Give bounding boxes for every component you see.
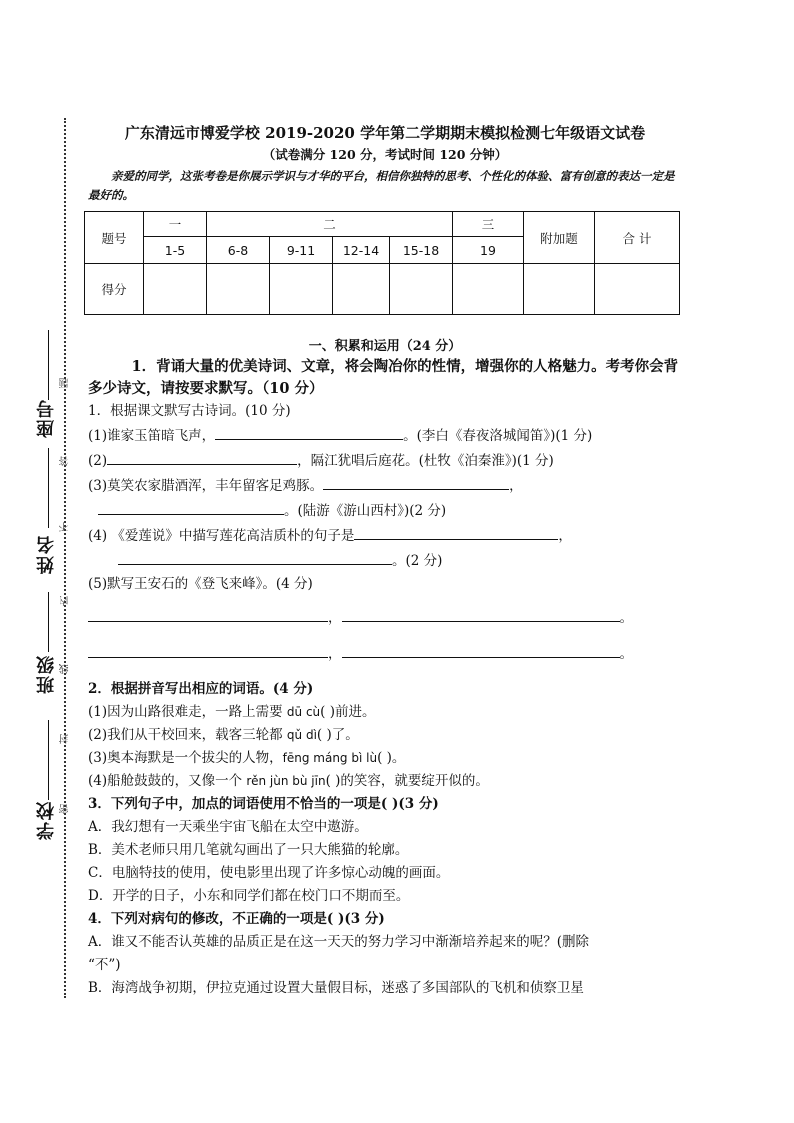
answer-blank[interactable] [215,423,403,440]
range-cell: 19 [453,237,524,264]
poem-line-3-cont [88,498,682,523]
range-cell: 6-8 [207,237,270,264]
q2-item-1-blank[interactable]: ( )前进。 [320,704,376,720]
answer-blank[interactable] [88,641,328,658]
poem-line-1-text: (1)谁家玉笛暗飞声， [88,428,216,444]
pinyin: dū cù [286,705,321,719]
comma: ， [328,646,342,662]
binding-char-mi: 密 [60,804,71,814]
poem-5-row-1 [88,600,682,636]
poem-line-2-source: ，隔江犹唱后庭花。(杜牧《泊秦淮》)(1 分) [297,453,554,469]
exam-intro: 亲爱的同学，这张考卷是你展示学识与才华的平台，相信你独特的思考、个性化的体验、富有创意的表达一定是最好的。 [88,169,675,202]
answer-blank[interactable] [88,605,328,622]
question-4-title: 4．下列对病句的修改，不正确的一项是( )(3 分) [88,911,385,927]
answer-blank[interactable] [354,523,558,540]
poem-line-4-comma: ， [558,528,572,544]
score-input-cell[interactable] [390,264,453,315]
range-cell: 15-18 [390,237,453,264]
group-1-header: 一 [144,212,207,237]
q3-option-c[interactable]: C．电脑特技的使用，使电影里出现了许多惊心动魄的画面。 [88,865,450,881]
school-label: 学校 [36,800,57,840]
answer-blank[interactable] [342,641,620,658]
poem-line-4-cont [88,548,682,573]
q2-item-2-blank[interactable]: ( )了。 [316,727,359,743]
score-input-cell[interactable] [453,264,524,315]
class-blank [48,592,49,652]
score-table [84,211,680,315]
poem-line-2 [88,448,682,473]
comma: ， [328,610,342,626]
question-1-sub: 1．根据课文默写古诗词。(10 分) [88,403,291,419]
binding-char-xian: 线 [60,664,71,674]
binding-char-feng: 封 [60,734,71,744]
exam-title: 广东清远市博爱学校 2019-2020 学年第二学期期末模拟检测七年级语文试卷 [124,124,646,142]
seat-label: 座号 [36,398,57,438]
binding-char-da: 答 [60,456,71,466]
score-input-cell[interactable] [333,264,390,315]
binding-dotted-line [64,118,66,998]
score-input-cell[interactable] [595,264,680,315]
q4-option-a[interactable]: A．谁又不能否认英雄的品质正是在这一天天的努力学习中渐渐培养起来的呢？(删除 [88,934,590,950]
q3-option-a[interactable]: A．我幻想有一天乘坐宇宙飞船在太空中遨游。 [88,819,368,835]
score-input-cell[interactable] [270,264,333,315]
seat-blank [48,330,49,400]
class-label: 班级 [36,654,57,694]
q2-item-3 [88,747,682,770]
section-1-title: 一、积累和运用（24 分） [308,339,462,354]
defen-label: 得分 [85,264,144,315]
poem-line-4 [88,523,682,548]
q3-option-b[interactable]: B．美术老师只用几笔就勾画出了一只大熊猫的轮廓。 [88,842,409,858]
q4-option-b[interactable]: B．海湾战争初期，伊拉克通过设置大量假目标，迷惑了多国部队的飞机和侦察卫星 [88,980,584,996]
q2-item-2-text: (2)我们从干校回来，载客三轮都 [88,727,287,743]
answer-blank[interactable] [98,498,284,515]
poem-line-3 [88,473,682,498]
binding-char-nei: 内 [60,596,71,606]
question-2-title: 2．根据拼音写出相应的词语。(4 分) [88,681,314,697]
poem-line-1 [88,423,682,448]
name-blank [48,448,49,528]
exam-subtitle: （试卷满分 120 分，考试时间 120 分钟） [262,147,508,162]
poem-line-3-comma: ， [509,478,523,494]
q2-item-3-blank[interactable]: ( )。 [377,750,406,766]
range-cell: 1-5 [144,237,207,264]
poem-line-4-text: (4) 《爱莲说》中描写莲花高洁质朴的句子是 [88,528,355,544]
period: 。 [619,610,633,626]
pinyin: qǔ dì [286,728,317,742]
score-input-cell[interactable] [207,264,270,315]
answer-blank[interactable] [107,448,297,465]
tihao-header: 题号 [85,212,144,264]
school-blank [48,720,49,800]
poem-line-2-text: (2) [88,453,108,469]
question-1-prompt: 1．背诵大量的优美诗词、文章，将会陶冶你的性情，增强你的人格魅力。考考你会背多少诗文，请按要求默写。（10 分） [88,358,679,397]
range-cell: 12-14 [333,237,390,264]
q2-item-2 [88,724,682,747]
group-2-header: 二 [207,212,453,237]
exam-content [88,118,682,1000]
poem-line-1-source: 。(李白《春夜洛城闻笛》)(1 分) [403,428,593,444]
q2-item-4 [88,770,682,793]
heji-header: 合 计 [595,212,680,264]
q2-item-1 [88,701,682,724]
poem-line-3-text: (3)莫笑农家腊酒浑，丰年留客足鸡豚。 [88,478,324,494]
score-input-cell[interactable] [524,264,595,315]
score-input-cell[interactable] [144,264,207,315]
pinyin: fēng máng bì lù [282,751,378,765]
question-3-title: 3．下列句子中，加点的词语使用不恰当的一项是( )(3 分) [88,796,439,812]
period: 。 [619,646,633,662]
q2-item-4-text: (4)船舱鼓鼓的，又像一个 [88,773,247,789]
q2-item-3-text: (3)奥本海默是一个拔尖的人物， [88,750,283,766]
fujiati-header: 附加题 [524,212,595,264]
q2-item-4-blank[interactable]: ( )的笑容，就要绽开似的。 [325,773,489,789]
binding-char-ti: 题 [60,378,71,388]
q4-option-a-cont: “不”) [88,957,121,973]
pinyin: rěn jùn bù jīn [246,774,326,788]
answer-blank[interactable] [342,605,620,622]
answer-blank[interactable] [118,548,392,565]
poem-line-3-source: 。(陆游《游山西村》)(2 分) [284,503,447,519]
poem-line-4-source: 。(2 分) [392,553,443,569]
binding-char-bu: 不 [60,522,71,532]
q3-option-d[interactable]: D．开学的日子，小东和同学们都在校门口不期而至。 [88,888,410,904]
poem-5-row-2 [88,636,682,672]
q2-item-1-text: (1)因为山路很难走，一路上需要 [88,704,287,720]
name-label: 姓名 [36,534,57,574]
range-cell: 9-11 [270,237,333,264]
answer-blank[interactable] [323,473,509,490]
poem-line-5: (5)默写王安石的《登飞来峰》。(4 分) [88,576,313,592]
group-3-header: 三 [453,212,524,237]
